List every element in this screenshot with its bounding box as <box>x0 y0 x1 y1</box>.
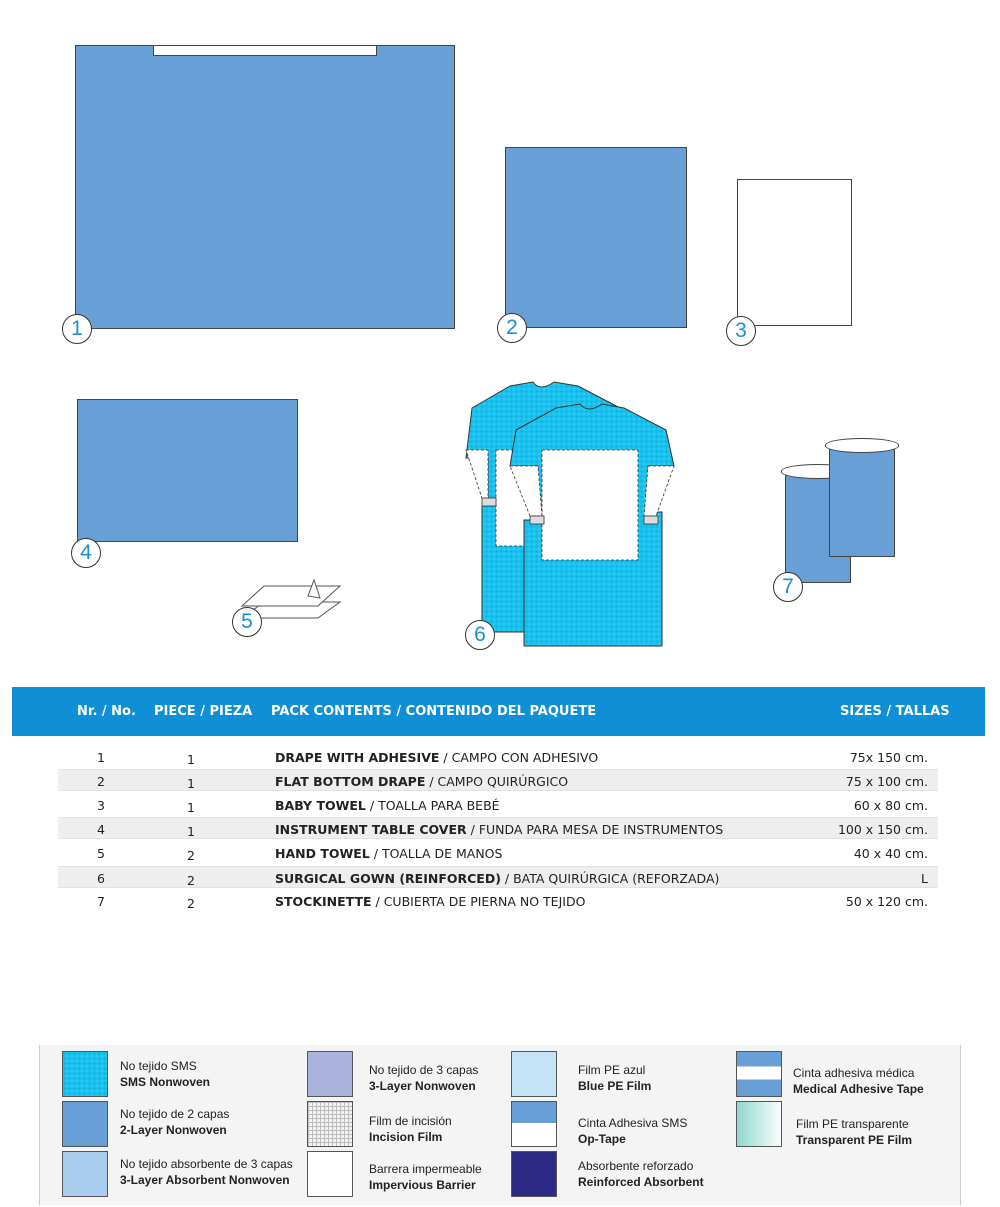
item-number-5: 5 <box>232 607 262 637</box>
three-layer-icon <box>307 1051 353 1097</box>
header-nr: Nr. / No. <box>77 704 136 719</box>
legend-en: Impervious Barrier <box>369 1178 476 1192</box>
row-piece: 2 <box>187 873 195 888</box>
header-sizes: SIZES / TALLAS <box>840 704 950 719</box>
row-nr: 7 <box>97 894 105 909</box>
legend-es: Cinta Adhesiva SMS <box>578 1116 688 1130</box>
row-piece: 1 <box>187 824 195 839</box>
item-number-1: 1 <box>62 314 92 344</box>
row-name-en: HAND TOWEL <box>275 846 370 861</box>
row-size: L <box>921 871 928 886</box>
two-layer-icon <box>62 1101 108 1147</box>
item-number-7: 7 <box>773 572 803 602</box>
flat-bottom-drape-illustration <box>505 147 687 328</box>
legend-es: Film de incisión <box>369 1114 452 1128</box>
row-name-en: STOCKINETTE <box>275 894 372 909</box>
row-nr: 2 <box>97 774 105 789</box>
legend-en: 3-Layer Nonwoven <box>369 1079 476 1093</box>
row-nr: 3 <box>97 798 105 813</box>
legend-es: No tejido SMS <box>120 1059 197 1073</box>
legend-es: No tejido absorbente de 3 capas <box>120 1157 293 1171</box>
item-number-2: 2 <box>497 313 527 343</box>
surgical-gown-illustration <box>460 380 685 650</box>
table-row <box>58 746 938 768</box>
row-piece: 2 <box>187 848 195 863</box>
legend-en: Op-Tape <box>578 1132 626 1146</box>
row-name-en: INSTRUMENT TABLE COVER <box>275 822 467 837</box>
legend-en: Incision Film <box>369 1130 443 1144</box>
item-number-3: 3 <box>726 316 756 346</box>
stockinette-front-cuff <box>825 438 899 453</box>
row-name-en: SURGICAL GOWN (REINFORCED) <box>275 871 501 886</box>
item-number-6: 6 <box>465 620 495 650</box>
item-number-4: 4 <box>71 538 101 568</box>
row-name-en: FLAT BOTTOM DRAPE <box>275 774 426 789</box>
material-legend <box>39 1045 961 1205</box>
row-piece: 2 <box>187 896 195 911</box>
stockinette-front-illustration <box>829 449 895 557</box>
absorbent-icon <box>62 1151 108 1197</box>
row-name-es: / BATA QUIRÚRGICA (REFORZADA) <box>500 871 720 886</box>
legend-es: No tejido de 3 capas <box>369 1063 479 1077</box>
row-name-es: / CAMPO CON ADHESIVO <box>439 750 599 765</box>
row-nr: 1 <box>97 750 105 765</box>
legend-es: Absorbente reforzado <box>578 1159 694 1173</box>
row-size: 60 x 80 cm. <box>853 798 928 813</box>
table-row <box>58 817 938 839</box>
legend-en: 3-Layer Absorbent Nonwoven <box>120 1173 290 1187</box>
legend-en: Transparent PE Film <box>796 1133 913 1147</box>
table-row <box>58 769 938 791</box>
drape-with-adhesive-illustration <box>75 45 455 329</box>
table-row <box>58 842 938 864</box>
row-name-en: BABY TOWEL <box>275 798 366 813</box>
header-contents: PACK CONTENTS / CONTENIDO DEL PAQUETE <box>271 704 597 719</box>
row-name-en: DRAPE WITH ADHESIVE <box>275 750 440 765</box>
row-name-es: / CUBIERTA DE PIERNA NO TEJIDO <box>371 894 586 909</box>
op-tape-icon <box>511 1101 557 1147</box>
row-size: 40 x 40 cm. <box>853 846 928 861</box>
legend-es: Cinta adhesiva médica <box>793 1066 915 1080</box>
row-nr: 4 <box>97 822 105 837</box>
baby-towel-illustration <box>737 179 852 326</box>
row-nr: 6 <box>97 871 105 886</box>
table-row <box>58 890 938 912</box>
row-nr: 5 <box>97 846 105 861</box>
reinforced-icon <box>511 1151 557 1197</box>
row-name-es: / TOALLA PARA BEBÉ <box>365 798 500 813</box>
row-name-es: / CAMPO QUIRÚRGICO <box>425 774 569 789</box>
legend-en: Medical Adhesive Tape <box>793 1082 924 1096</box>
row-size: 100 x 150 cm. <box>837 822 928 837</box>
row-name-es: / TOALLA DE MANOS <box>369 846 503 861</box>
row-size: 75 x 100 cm. <box>845 774 928 789</box>
incision-film-icon <box>307 1101 353 1147</box>
medical-tape-icon <box>736 1051 782 1097</box>
table-row <box>58 866 938 888</box>
row-piece: 1 <box>187 752 195 767</box>
row-size: 75x 150 cm. <box>849 750 928 765</box>
table-header <box>12 687 985 736</box>
legend-en: Reinforced Absorbent <box>578 1175 704 1189</box>
legend-en: 2-Layer Nonwoven <box>120 1123 227 1137</box>
legend-es: Film PE transparente <box>796 1117 909 1131</box>
legend-en: Blue PE Film <box>578 1079 652 1093</box>
legend-en: SMS Nonwoven <box>120 1075 211 1089</box>
legend-es: Film PE azul <box>578 1063 646 1077</box>
row-piece: 1 <box>187 776 195 791</box>
sms-icon <box>62 1051 108 1097</box>
transparent-pe-icon <box>736 1101 782 1147</box>
legend-es: No tejido de 2 capas <box>120 1107 230 1121</box>
barrier-icon <box>307 1151 353 1197</box>
table-row <box>58 794 938 816</box>
row-piece: 1 <box>187 800 195 815</box>
row-size: 50 x 120 cm. <box>845 894 928 909</box>
blue-pe-icon <box>511 1051 557 1097</box>
instrument-table-cover-illustration <box>77 399 298 542</box>
row-name-es: / FUNDA PARA MESA DE INSTRUMENTOS <box>466 822 724 837</box>
legend-es: Barrera impermeable <box>369 1162 482 1176</box>
header-piece: PIECE / PIEZA <box>154 704 253 719</box>
adhesive-strip <box>153 45 377 56</box>
